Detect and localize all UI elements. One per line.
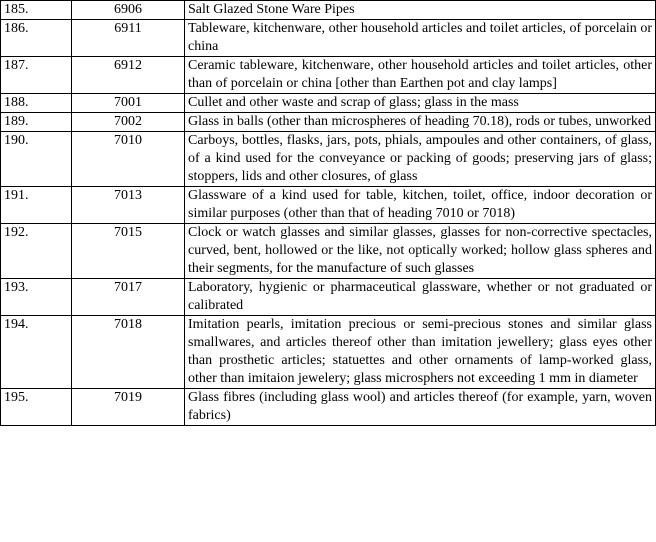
heading-code-cell: 7010 (72, 132, 185, 187)
table-row (1, 1, 656, 20)
serial-number-cell: 191. (1, 187, 72, 224)
heading-code-cell: 7015 (72, 224, 185, 279)
table-row (1, 224, 656, 279)
heading-code-cell: 7002 (72, 113, 185, 132)
description-cell: Imitation pearls, imitation precious or semi-precious stones and similar glass smallwares, and articles thereof other than imitation jewellery; glass eyes other than prosthetic articles; statuettes and other ornaments of lamp-worked glass, other than imitaion jewelery; glass microsphers not exceeding 1 mm in diameter (185, 316, 656, 389)
serial-number-cell: 194. (1, 316, 72, 389)
table-row (1, 94, 656, 113)
heading-code-cell: 7013 (72, 187, 185, 224)
table-body (1, 1, 656, 426)
table-row (1, 316, 656, 389)
serial-number-cell: 186. (1, 20, 72, 57)
serial-number-cell: 185. (1, 1, 72, 20)
table-row (1, 389, 656, 426)
description-cell: Glass in balls (other than microspheres of heading 70.18), rods or tubes, unworked (185, 113, 656, 132)
serial-number-cell: 190. (1, 132, 72, 187)
description-cell: Laboratory, hygienic or pharmaceutical glassware, whether or not graduated or calibrated (185, 279, 656, 316)
table-row (1, 187, 656, 224)
description-cell: Carboys, bottles, flasks, jars, pots, phials, ampoules and other containers, of glass, of a kind used for the conveyance or packing of goods; preserving jars of glass; stoppers, lids and other closures, of glass (185, 132, 656, 187)
description-cell: Salt Glazed Stone Ware Pipes (185, 1, 656, 20)
table-row (1, 132, 656, 187)
serial-number-cell: 188. (1, 94, 72, 113)
heading-code-cell: 7018 (72, 316, 185, 389)
table-row (1, 20, 656, 57)
description-cell: Ceramic tableware, kitchenware, other household articles and toilet articles, other than of porcelain or china [other than Earthen pot and clay lamps] (185, 57, 656, 94)
description-cell: Tableware, kitchenware, other household articles and toilet articles, of porcelain or china (185, 20, 656, 57)
serial-number-cell: 193. (1, 279, 72, 316)
table-row (1, 113, 656, 132)
heading-code-cell: 6911 (72, 20, 185, 57)
serial-number-cell: 187. (1, 57, 72, 94)
heading-code-cell: 6906 (72, 1, 185, 20)
description-cell: Glass fibres (including glass wool) and articles thereof (for example, yarn, woven fabrics) (185, 389, 656, 426)
description-cell: Glassware of a kind used for table, kitchen, toilet, office, indoor decoration or similar purposes (other than that of heading 7010 or 7018) (185, 187, 656, 224)
table-row (1, 279, 656, 316)
serial-number-cell: 195. (1, 389, 72, 426)
serial-number-cell: 192. (1, 224, 72, 279)
description-cell: Cullet and other waste and scrap of glass; glass in the mass (185, 94, 656, 113)
description-cell: Clock or watch glasses and similar glasses, glasses for non-corrective spectacles, curved, bent, hollowed or the like, not optically worked; hollow glass spheres and their segments, for the manufacture of such glasses (185, 224, 656, 279)
heading-code-cell: 6912 (72, 57, 185, 94)
heading-code-cell: 7019 (72, 389, 185, 426)
heading-code-cell: 7001 (72, 94, 185, 113)
serial-number-cell: 189. (1, 113, 72, 132)
heading-code-cell: 7017 (72, 279, 185, 316)
table-row (1, 57, 656, 94)
